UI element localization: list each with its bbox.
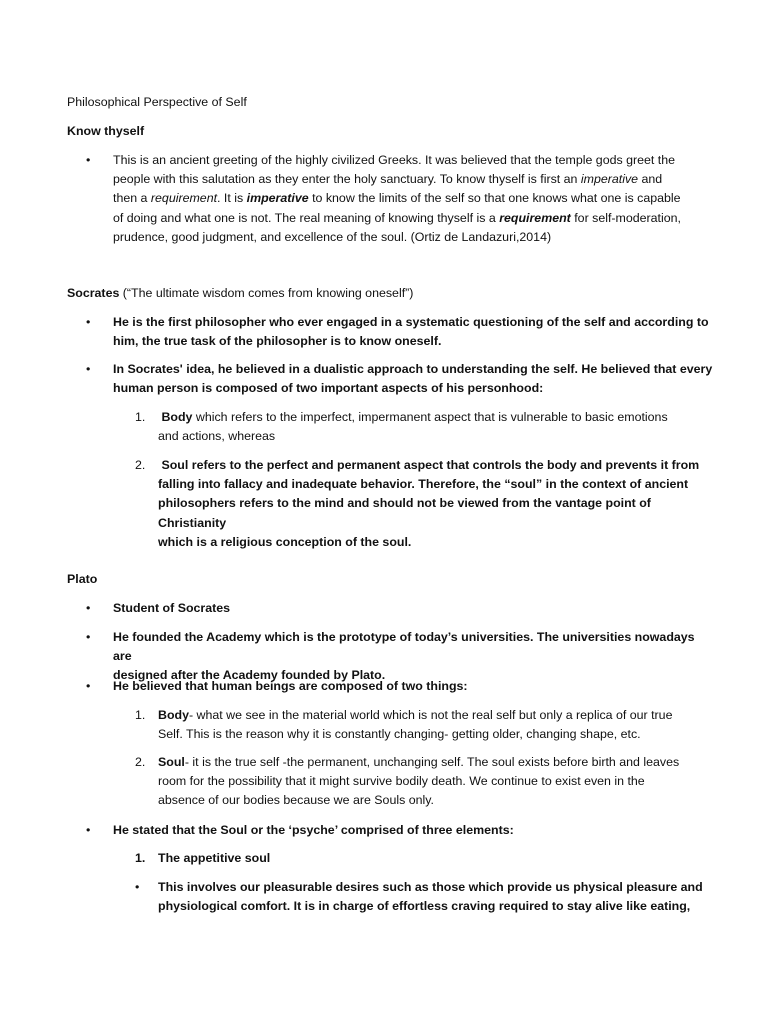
list-item: [86, 360, 713, 400]
text-line: falling into fallacy and inadequate behavior. Therefore, the “soul” in the context of ancient: [158, 477, 689, 492]
item-number: 2.: [135, 458, 146, 472]
item-text: [158, 456, 714, 552]
item-text: [158, 408, 714, 446]
text-line: This is an ancient greeting of the highly civilized Greeks. It was believed that the temple gods greet the: [113, 153, 676, 167]
numbered-item: [135, 408, 715, 448]
bullet-text: [113, 821, 713, 840]
text-line: In Socrates' idea, he believed in a dualistic approach to understanding the self. He believed that every: [113, 362, 713, 376]
bullet-text: [113, 599, 713, 618]
text-line: Student of Socrates: [113, 601, 231, 615]
text-line: human person is composed of two important aspects of his personhood:: [113, 381, 544, 396]
list-item: [86, 151, 706, 247]
document-title: Philosophical Perspective of Self: [67, 95, 247, 109]
bullet-icon: •: [135, 880, 140, 894]
item-number: 1.: [135, 410, 146, 424]
item-number: 1.: [135, 851, 146, 865]
heading-know-thyself: Know thyself: [67, 124, 145, 138]
numbered-item: [135, 849, 715, 869]
item-number: 2.: [135, 755, 146, 769]
text-line: designed after the Academy founded by Plato.: [113, 668, 386, 683]
text-line: absence of our bodies because we are Souls only.: [158, 793, 434, 808]
text-line: This involves our pleasurable desires such as those which provide us physical pleasure and: [158, 880, 703, 894]
numbered-item: [135, 456, 715, 549]
item-text: [158, 706, 714, 744]
bullet-text: [113, 677, 713, 696]
bullet-icon: •: [86, 153, 91, 167]
text-line: philosophers refers to the mind and should not be viewed from the vantage point of Christianity: [158, 496, 651, 530]
list-item: [86, 628, 706, 683]
text-line: room for the possibility that it might survive bodily death. We continue to exist even in the: [158, 774, 645, 789]
item-text: [158, 753, 714, 811]
text-line: people with this salutation as they enter the holy sanctuary. To know thyself is first an imperative and: [113, 172, 663, 187]
list-item: [86, 599, 706, 619]
text-line: Body which refers to the imperfect, impermanent aspect that is vulnerable to basic emotions: [161, 410, 668, 424]
item-number: 1.: [135, 708, 146, 722]
list-item: [86, 677, 706, 697]
text-line: Body- what we see in the material world which is not the real self but only a replica of our true: [158, 708, 673, 722]
text-line: then a requirement. It is imperative to know the limits of the self so that one knows what one is capable: [113, 191, 681, 206]
text-line: He is the first philosopher who ever engaged in a systematic questioning of the self and according to: [113, 315, 709, 329]
text-line: him, the true task of the philosopher is to know oneself.: [113, 334, 442, 349]
bullet-icon: •: [86, 823, 91, 837]
list-item: [86, 313, 709, 353]
heading-socrates: Socrates (“The ultimate wisdom comes from knowing oneself”): [67, 286, 414, 300]
bullet-icon: •: [86, 315, 91, 329]
text-line: which is a religious conception of the soul.: [158, 534, 412, 549]
text-line: Soul- it is the true self -the permanent, unchanging self. The soul exists before birth and leaves: [158, 755, 680, 769]
bullet-text: [113, 313, 713, 351]
text-line: physiological comfort. It is in charge of effortless craving required to stay alive like eating,: [158, 899, 691, 914]
text-line: He believed that human beings are composed of two things:: [113, 679, 468, 693]
list-item: [86, 821, 706, 841]
text-line: The appetitive soul: [158, 851, 271, 865]
bullet-icon: •: [86, 601, 91, 615]
list-item: [135, 878, 715, 918]
bullet-icon: •: [86, 679, 91, 693]
bullet-text: [113, 151, 713, 247]
text-line: Self. This is the reason why it is constantly changing- getting older, changing shape, etc.: [158, 727, 641, 742]
numbered-item: [135, 753, 715, 813]
bullet-icon: •: [86, 362, 91, 376]
bullet-text: [158, 878, 714, 916]
text-line: prudence, good judgment, and excellence of the soul. (Ortiz de Landazuri,2014): [113, 229, 552, 244]
text-line: He founded the Academy which is the prototype of today’s universities. The universities nowadays are: [113, 630, 695, 664]
item-text: [158, 849, 714, 868]
heading-plato: Plato: [67, 572, 98, 586]
text-line: Soul refers to the perfect and permanent aspect that controls the body and prevents it from: [161, 458, 700, 472]
numbered-item: [135, 706, 715, 746]
text-line: of doing and what one is not. The real meaning of knowing thyself is a requirement for self-moderation,: [113, 210, 681, 225]
text-line: He stated that the Soul or the ‘psyche’ comprised of three elements:: [113, 823, 514, 837]
bullet-text: [113, 360, 713, 398]
text-line: and actions, whereas: [158, 429, 276, 444]
bullet-icon: •: [86, 630, 91, 644]
